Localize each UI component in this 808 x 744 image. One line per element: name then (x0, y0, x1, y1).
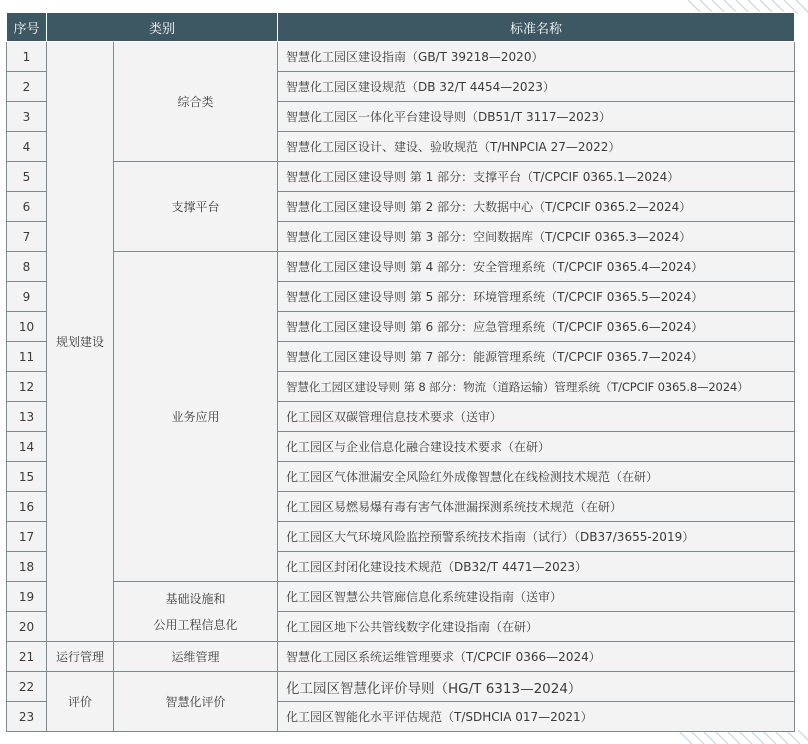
table-header-row (7, 13, 795, 42)
row-number: 7 (7, 222, 47, 252)
standard-name: 智慧化工园区系统运维管理要求（T/CPCIF 0366—2024） (278, 642, 795, 672)
standard-name: 化工园区智慧化评价导则（HG/T 6313—2024） (278, 672, 795, 702)
table-row (7, 672, 795, 702)
row-number: 9 (7, 282, 47, 312)
row-number: 10 (7, 312, 47, 342)
row-number: 4 (7, 132, 47, 162)
group-planning: 规划建设 (47, 42, 114, 642)
standard-name: 智慧化工园区建设导则 第 6 部分：应急管理系统（T/CPCIF 0365.6—2024） (278, 312, 795, 342)
standard-name: 化工园区智慧公共管廊信息化系统建设指南（送审） (278, 582, 795, 612)
row-number: 8 (7, 252, 47, 282)
header-category: 类别 (47, 13, 278, 42)
row-number: 23 (7, 702, 47, 732)
row-number: 11 (7, 342, 47, 372)
standard-name: 智慧化工园区建设规范（DB 32/T 4454—2023） (278, 72, 795, 102)
standard-name: 智慧化工园区设计、建设、验收规范（T/HNPCIA 27—2022） (278, 132, 795, 162)
subgroup-business-app: 业务应用 (114, 252, 278, 582)
subgroup-smart-eval: 智慧化评价 (114, 672, 278, 732)
row-number: 3 (7, 102, 47, 132)
header-no: 序号 (7, 13, 47, 42)
row-number: 21 (7, 642, 47, 672)
standard-name: 化工园区双碳管理信息技术要求（送审） (278, 402, 795, 432)
standard-name: 智慧化工园区建设导则 第 3 部分：空间数据库（T/CPCIF 0365.3—2024） (278, 222, 795, 252)
table-row (7, 642, 795, 672)
row-number: 15 (7, 462, 47, 492)
row-number: 19 (7, 582, 47, 612)
standard-name: 智慧化工园区建设导则 第 5 部分：环境管理系统（T/CPCIF 0365.5—2024） (278, 282, 795, 312)
standard-name: 化工园区易燃易爆有毒有害气体泄漏探测系统技术规范（在研） (278, 492, 795, 522)
subgroup-support-platform: 支撑平台 (114, 162, 278, 252)
row-number: 18 (7, 552, 47, 582)
standard-name: 化工园区封闭化建设技术规范（DB32/T 4471—2023） (278, 552, 795, 582)
standard-name: 智慧化工园区建设指南（GB/T 39218—2020） (278, 42, 795, 72)
decorative-stripes-bottom (678, 730, 808, 744)
subgroup-comprehensive: 综合类 (114, 42, 278, 162)
row-number: 14 (7, 432, 47, 462)
table-row (7, 42, 795, 72)
row-number: 17 (7, 522, 47, 552)
standard-name: 化工园区智能化水平评估规范（T/SDHCIA 017—2021） (278, 702, 795, 732)
standard-name: 智慧化工园区建设导则 第 7 部分：能源管理系统（T/CPCIF 0365.7—2024） (278, 342, 795, 372)
standard-name: 智慧化工园区一体化平台建设导则（DB51/T 3117—2023） (278, 102, 795, 132)
standard-name: 智慧化工园区建设导则 第 2 部分：大数据中心（T/CPCIF 0365.2—2024） (278, 192, 795, 222)
group-evaluation: 评价 (47, 672, 114, 732)
row-number: 16 (7, 492, 47, 522)
row-number: 20 (7, 612, 47, 642)
subgroup-infrastructure (114, 582, 278, 642)
table-row (7, 162, 795, 192)
standard-name: 智慧化工园区建设导则 第 8 部分：物流（道路运输）管理系统（T/CPCIF 0365.8—2024） (278, 372, 795, 402)
row-number: 6 (7, 192, 47, 222)
row-number: 13 (7, 402, 47, 432)
standard-name: 智慧化工园区建设导则 第 4 部分：安全管理系统（T/CPCIF 0365.4—2024） (278, 252, 795, 282)
table-row (7, 582, 795, 612)
row-number: 5 (7, 162, 47, 192)
table-row (7, 252, 795, 282)
row-number: 1 (7, 42, 47, 72)
row-number: 22 (7, 672, 47, 702)
standard-name: 化工园区地下公共管线数字化建设指南（在研） (278, 612, 795, 642)
header-name: 标准名称 (278, 13, 795, 42)
standard-name: 化工园区气体泄漏安全风险红外成像智慧化在线检测技术规范（在研） (278, 462, 795, 492)
standard-name: 化工园区与企业信息化融合建设技术要求（在研） (278, 432, 795, 462)
subgroup-infra-line2: 公用工程信息化 (153, 617, 238, 632)
row-number: 2 (7, 72, 47, 102)
standards-table (6, 12, 795, 732)
subgroup-ops-management: 运维管理 (114, 642, 278, 672)
subgroup-infra-line1: 基础设施和 (165, 591, 226, 606)
standard-name: 化工园区大气环境风险监控预警系统技术指南（试行）（DB37/3655-2019） (278, 522, 795, 552)
standard-name: 智慧化工园区建设导则 第 1 部分：支撑平台（T/CPCIF 0365.1—2024） (278, 162, 795, 192)
group-operation: 运行管理 (47, 642, 114, 672)
row-number: 12 (7, 372, 47, 402)
